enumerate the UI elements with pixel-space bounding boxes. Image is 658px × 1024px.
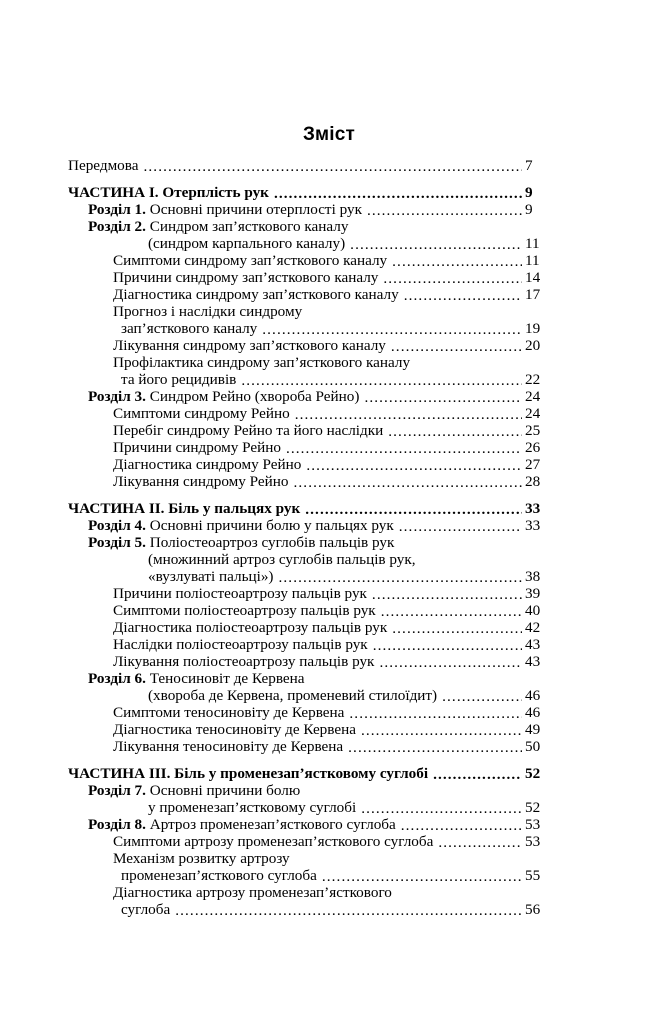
toc-leader-dots — [144, 159, 523, 174]
toc-entry-sub[interactable] — [0, 721, 658, 738]
toc-entry-sub[interactable] — [0, 405, 658, 422]
toc-entry-front[interactable] — [0, 157, 658, 174]
toc-leader-dots — [379, 655, 522, 670]
toc-entry-label: Причини синдрому зап’ясткового каналу — [113, 269, 379, 286]
toc-entry-chap[interactable] — [0, 670, 658, 687]
toc-entry-label: Причини синдрому Рейно — [113, 439, 281, 456]
toc-page-number: 24 — [525, 405, 541, 422]
toc-entry-label: Профілактика синдрому зап’ясткового каналу — [113, 354, 411, 371]
toc-entry-sub[interactable] — [0, 585, 658, 602]
toc-leader-dots — [294, 475, 523, 490]
toc-entry-text: Основні причини болю — [149, 782, 301, 799]
toc-entry-text: Поліостеоартроз суглобів пальців рук — [149, 534, 395, 551]
toc-entry-label — [88, 517, 394, 534]
toc-entry-label: Симптоми теносиновіту де Кервена — [113, 704, 345, 721]
toc-entry-chapter-number: Розділ 7. — [88, 782, 146, 799]
toc-entry-label — [88, 534, 394, 551]
toc-page-number: 33 — [525, 517, 541, 534]
toc-leader-dots — [392, 621, 522, 636]
toc-entry-chap[interactable] — [0, 534, 658, 551]
toc-entry-label: у променезап’ястковому суглобі — [148, 799, 357, 816]
toc-entry-sub[interactable] — [0, 439, 658, 456]
toc-leader-dots — [353, 220, 522, 235]
toc-entry-chap[interactable] — [0, 816, 658, 833]
toc-entry-label: та його рецидивів — [121, 371, 237, 388]
toc-page-number: 25 — [525, 422, 541, 439]
toc-entry-chap[interactable] — [0, 782, 658, 799]
toc-page-number: 28 — [525, 473, 541, 490]
toc-entry-label: Передмова — [68, 157, 139, 174]
toc-entry-label: ЧАСТИНА III. Біль у променезап’ястковому суглобі — [68, 765, 429, 782]
toc-entry-sub[interactable] — [0, 286, 658, 303]
toc-leader-dots — [433, 767, 522, 782]
toc-entry-chapcont[interactable] — [0, 687, 658, 704]
toc-entry-sub[interactable] — [0, 704, 658, 721]
toc-entry-sub[interactable] — [0, 473, 658, 490]
toc-leader-dots — [401, 818, 522, 833]
toc-entry-label: Лікування поліостеоартрозу пальців рук — [113, 653, 375, 670]
table-of-contents — [0, 157, 658, 918]
toc-entry-label: Перебіг синдрому Рейно та його наслідки — [113, 422, 384, 439]
toc-entry-label: зап’ясткового каналу — [121, 320, 258, 337]
toc-entry-chapcont[interactable] — [0, 799, 658, 816]
toc-entry-chapter-number: Розділ 2. — [88, 218, 146, 235]
toc-entry-sub[interactable] — [0, 303, 658, 320]
toc-entry-chapter-number: Розділ 8. — [88, 816, 146, 833]
toc-entry-sub[interactable] — [0, 269, 658, 286]
toc-entry-sub[interactable] — [0, 833, 658, 850]
toc-page-number: 24 — [525, 388, 541, 405]
toc-entry-label: Прогноз і наслідки синдрому — [113, 303, 303, 320]
toc-leader-dots — [295, 407, 522, 422]
toc-entry-sub[interactable] — [0, 884, 658, 901]
toc-page-number: 42 — [525, 619, 541, 636]
toc-leader-dots — [438, 835, 522, 850]
toc-entry-text: Синдром Рейно (хвороба Рейно) — [149, 388, 360, 405]
toc-entry-sub[interactable] — [0, 602, 658, 619]
toc-leader-dots — [421, 553, 522, 568]
toc-entry-label — [88, 388, 359, 405]
toc-entry-chapter-number: Розділ 1. — [88, 201, 146, 218]
toc-leader-dots — [350, 237, 522, 252]
toc-page-number: 52 — [525, 799, 541, 816]
toc-leader-dots — [372, 587, 522, 602]
toc-entry-subcont[interactable] — [0, 371, 658, 388]
toc-entry-chapcont[interactable] — [0, 568, 658, 585]
toc-leader-dots — [286, 441, 522, 456]
toc-entry-text: Теносиновіт де Кервена — [149, 670, 305, 687]
toc-entry-sub[interactable] — [0, 619, 658, 636]
toc-entry-part[interactable] — [0, 184, 658, 201]
toc-page-number: 56 — [525, 901, 541, 918]
toc-entry-label: променезап’ясткового суглоба — [121, 867, 317, 884]
toc-entry-chapter-number: Розділ 4. — [88, 517, 146, 534]
toc-page-number: 14 — [525, 269, 541, 286]
toc-entry-label: Механізм розвитку артрозу — [113, 850, 290, 867]
toc-entry-subcont[interactable] — [0, 867, 658, 884]
toc-entry-chap[interactable] — [0, 388, 658, 405]
toc-entry-text: Основні причини болю у пальцях рук — [149, 517, 394, 534]
toc-leader-dots — [391, 339, 522, 354]
toc-leader-dots — [310, 672, 522, 687]
toc-entry-sub[interactable] — [0, 456, 658, 473]
toc-entry-label: Лікування теносиновіту де Кервена — [113, 738, 344, 755]
toc-leader-dots — [305, 784, 522, 799]
toc-leader-dots — [397, 886, 522, 901]
toc-leader-dots — [404, 288, 522, 303]
toc-entry-sub[interactable] — [0, 850, 658, 867]
toc-page-number: 17 — [525, 286, 541, 303]
toc-leader-dots — [306, 458, 522, 473]
toc-entry-sub[interactable] — [0, 422, 658, 439]
toc-entry-sub[interactable] — [0, 738, 658, 755]
toc-entry-label — [88, 201, 362, 218]
toc-page-number: 38 — [525, 568, 541, 585]
toc-entry-label: Лікування синдрому зап’ясткового каналу — [113, 337, 386, 354]
toc-entry-chapcont[interactable] — [0, 235, 658, 252]
toc-entry-label: суглоба — [121, 901, 171, 918]
toc-entry-label: Діагностика артрозу променезап’ясткового — [113, 884, 392, 901]
toc-page-number: 33 — [525, 500, 541, 517]
toc-leader-dots — [361, 723, 522, 738]
toc-entry-label: Симптоми синдрому Рейно — [113, 405, 290, 422]
toc-entry-text: Основні причини отерплості рук — [149, 201, 362, 218]
toc-leader-dots — [399, 519, 522, 534]
toc-entry-label: Діагностика теносиновіту де Кервена — [113, 721, 356, 738]
toc-leader-dots — [348, 740, 522, 755]
toc-entry-label: Діагностика поліостеоартрозу пальців рук — [113, 619, 388, 636]
toc-entry-label: (синдром карпального каналу) — [148, 235, 346, 252]
toc-entry-chapter-number: Розділ 3. — [88, 388, 146, 405]
toc-entry-sub[interactable] — [0, 636, 658, 653]
toc-page-number: 26 — [525, 439, 541, 456]
toc-entry-subcont[interactable] — [0, 320, 658, 337]
toc-leader-dots — [295, 852, 522, 867]
toc-page-number: 46 — [525, 704, 541, 721]
toc-leader-dots — [392, 254, 522, 269]
toc-entry-chapter-number: Розділ 6. — [88, 670, 146, 687]
toc-entry-label: Лікування синдрому Рейно — [113, 473, 289, 490]
toc-leader-dots — [322, 869, 522, 884]
toc-entry-label: ЧАСТИНА I. Отерплість рук — [68, 184, 269, 201]
toc-entry-chapter-number: Розділ 5. — [88, 534, 146, 551]
toc-entry-part[interactable] — [0, 500, 658, 517]
toc-leader-dots — [381, 604, 522, 619]
toc-entry-sub[interactable] — [0, 252, 658, 269]
toc-entry-label: Симптоми артрозу променезап’ясткового суглоба — [113, 833, 434, 850]
toc-page-number: 50 — [525, 738, 541, 755]
toc-page-number: 22 — [525, 371, 541, 388]
toc-page-number: 43 — [525, 636, 541, 653]
toc-page-number: 55 — [525, 867, 541, 884]
toc-entry-sub[interactable] — [0, 337, 658, 354]
toc-leader-dots — [305, 502, 522, 517]
toc-page-number: 53 — [525, 833, 541, 850]
toc-entry-chap[interactable] — [0, 218, 658, 235]
toc-entry-chap[interactable] — [0, 517, 658, 534]
toc-leader-dots — [279, 570, 523, 585]
toc-page-number: 11 — [525, 252, 540, 269]
toc-entry-subcont[interactable] — [0, 901, 658, 918]
toc-page-number: 11 — [525, 235, 540, 252]
toc-entry-label: Симптоми синдрому зап’ясткового каналу — [113, 252, 388, 269]
toc-page-number: 53 — [525, 816, 541, 833]
toc-entry-label: ЧАСТИНА II. Біль у пальцях рук — [68, 500, 301, 517]
toc-entry-text: Артроз променезап’ясткового суглоба — [149, 816, 396, 833]
toc-entry-chapcont[interactable] — [0, 551, 658, 568]
toc-page-number: 49 — [525, 721, 541, 738]
toc-entry-label — [88, 816, 396, 833]
toc-leader-dots — [373, 638, 522, 653]
toc-leader-dots — [361, 801, 522, 816]
toc-page-number: 19 — [525, 320, 541, 337]
toc-leader-dots — [415, 356, 522, 371]
toc-leader-dots — [349, 706, 522, 721]
toc-page-number: 9 — [525, 201, 533, 218]
toc-leader-dots — [367, 203, 522, 218]
toc-entry-text: Синдром зап’ясткового каналу — [149, 218, 349, 235]
toc-entry-sub[interactable] — [0, 354, 658, 371]
toc-entry-label — [88, 218, 348, 235]
toc-entry-label: Причини поліостеоартрозу пальців рук — [113, 585, 367, 602]
toc-leader-dots — [442, 689, 522, 704]
toc-page-number: 27 — [525, 456, 541, 473]
toc-page-number: 40 — [525, 602, 541, 619]
toc-entry-label — [88, 782, 300, 799]
toc-page-number: 43 — [525, 653, 541, 670]
toc-leader-dots — [383, 271, 522, 286]
toc-page-number: 39 — [525, 585, 541, 602]
toc-leader-dots — [175, 903, 522, 918]
toc-entry-label: Наслідки поліостеоартрозу пальців рук — [113, 636, 368, 653]
toc-entry-label — [88, 670, 305, 687]
page-title: Зміст — [302, 124, 356, 145]
toc-entry-label: (множинний артроз суглобів пальців рук, — [148, 551, 416, 568]
toc-entry-chap[interactable] — [0, 201, 658, 218]
toc-leader-dots — [364, 390, 522, 405]
toc-entry-part[interactable] — [0, 765, 658, 782]
toc-page-number: 20 — [525, 337, 541, 354]
toc-leader-dots — [307, 305, 522, 320]
toc-entry-label: Діагностика синдрому Рейно — [113, 456, 302, 473]
toc-page-number: 9 — [525, 184, 533, 201]
toc-entry-label: Симптоми поліостеоартрозу пальців рук — [113, 602, 376, 619]
toc-page-number: 46 — [525, 687, 541, 704]
toc-leader-dots — [274, 186, 522, 201]
toc-entry-label: (хвороба де Кервена, променевий стилоїдит) — [148, 687, 438, 704]
toc-leader-dots — [262, 322, 522, 337]
toc-entry-label: «вузлуваті пальці») — [148, 568, 274, 585]
toc-page-number: 52 — [525, 765, 541, 782]
toc-entry-label: Діагностика синдрому зап’ясткового каналу — [113, 286, 399, 303]
toc-entry-sub[interactable] — [0, 653, 658, 670]
toc-page-number: 7 — [525, 157, 533, 174]
toc-leader-dots — [388, 424, 522, 439]
toc-leader-dots — [241, 373, 522, 388]
toc-leader-dots — [399, 536, 522, 551]
